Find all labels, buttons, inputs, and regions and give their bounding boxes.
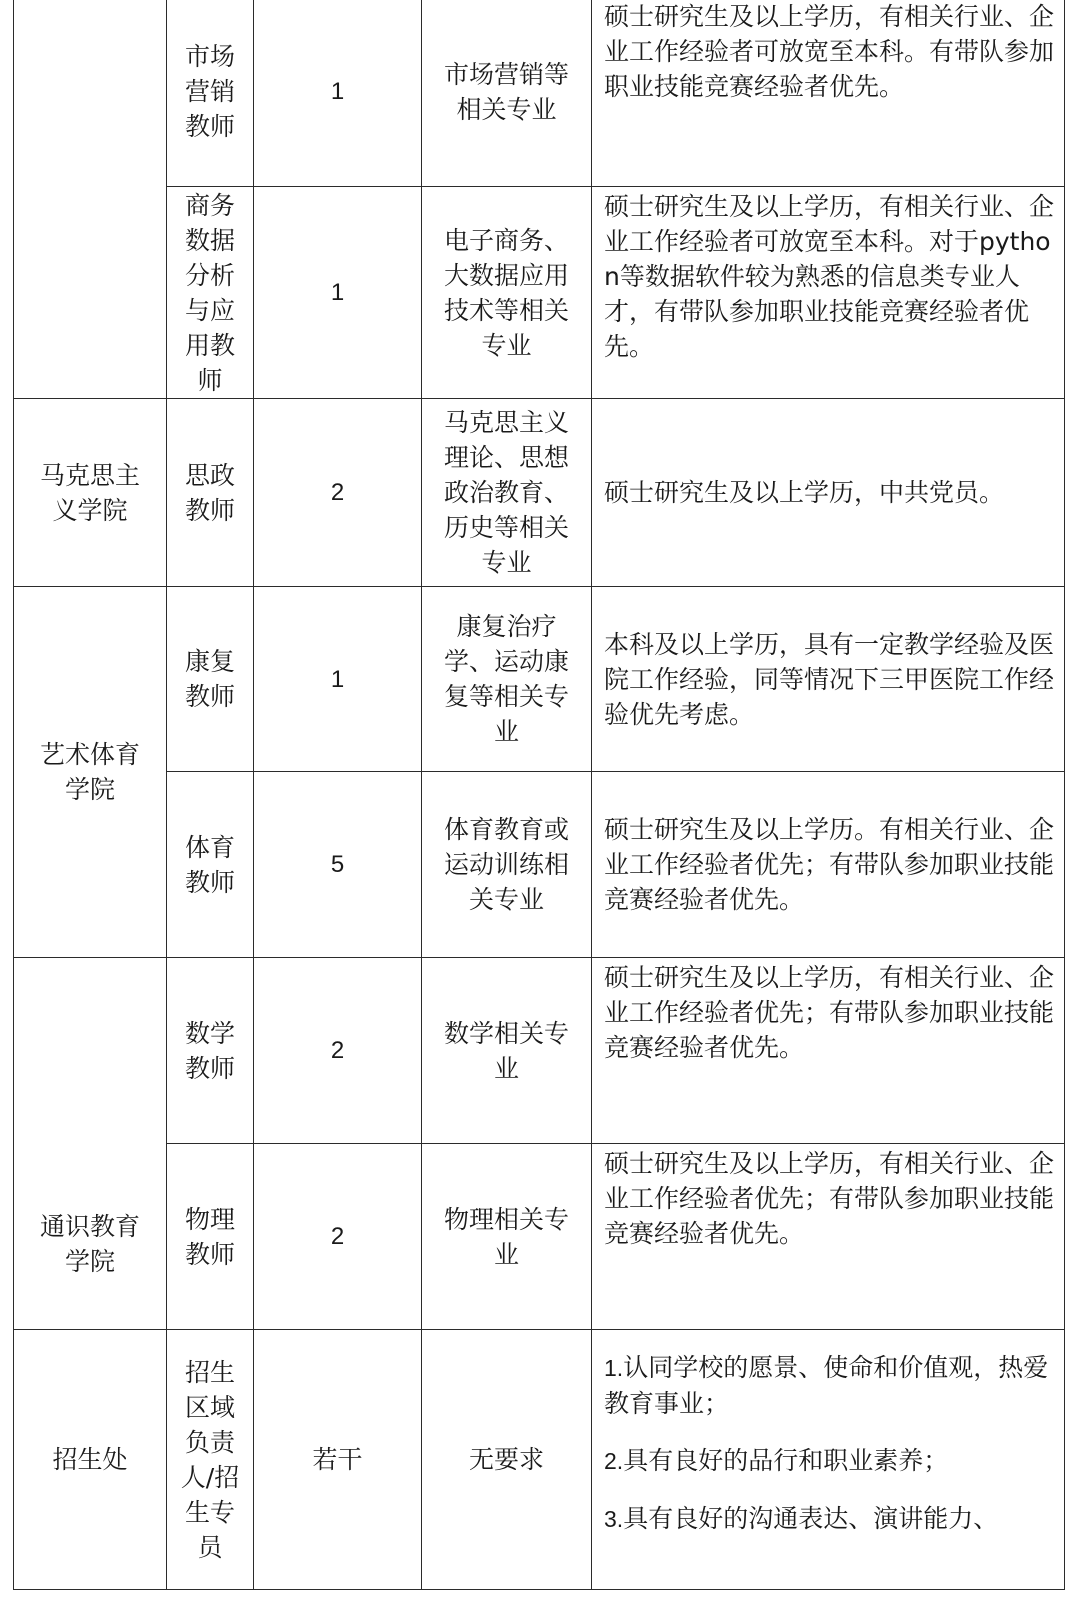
count-cell: 2	[254, 1144, 422, 1330]
table-row	[14, 1330, 1065, 1590]
department-cell: 招生处	[14, 1330, 167, 1590]
position-cell: 体育教师	[167, 772, 254, 958]
list-item-text: 具有良好的沟通表达、演讲能力、	[623, 1504, 999, 1533]
count-cell: 1	[254, 0, 422, 187]
recruitment-table-container	[13, 0, 1064, 1590]
major-cell: 物理相关专业	[422, 1144, 592, 1330]
requirement-text: 硕士研究生及以上学历，有相关行业、企业工作经验者可放宽至本科。有带队参加职业技能竞赛经验者优先。	[604, 2, 1055, 101]
requirement-list-item	[604, 1501, 1054, 1537]
major-cell: 市场营销等相关专业	[422, 0, 592, 187]
requirement-text: 硕士研究生及以上学历，有相关行业、企业工作经验者可放宽至本科。对于python等数据软件较为熟悉的信息类专业人才，有带队参加职业技能竞赛经验者优先。	[604, 192, 1055, 361]
requirement-cell	[592, 587, 1065, 772]
requirement-list-item	[604, 1443, 1054, 1479]
requirement-cell	[592, 1144, 1065, 1330]
position-cell: 市场营销教师	[167, 0, 254, 187]
position-cell: 商务数据分析与应用教师	[167, 187, 254, 399]
table-row	[14, 772, 1065, 958]
major-cell: 体育教育或运动训练相关专业	[422, 772, 592, 958]
count-cell: 5	[254, 772, 422, 958]
major-cell: 无要求	[422, 1330, 592, 1590]
table-row	[14, 399, 1065, 587]
position-cell: 招生区域负责人/招生专员	[167, 1330, 254, 1590]
major-cell: 电子商务、大数据应用技术等相关专业	[422, 187, 592, 399]
position-cell: 数学教师	[167, 958, 254, 1144]
table-row	[14, 187, 1065, 399]
major-cell: 数学相关专业	[422, 958, 592, 1144]
list-item-number: 3.	[604, 1506, 624, 1532]
table-row	[14, 587, 1065, 772]
requirement-cell	[592, 958, 1065, 1144]
count-cell: 若干	[254, 1330, 422, 1590]
major-cell: 康复治疗学、运动康复等相关专业	[422, 587, 592, 772]
requirement-cell	[592, 772, 1065, 958]
requirement-text: 硕士研究生及以上学历，中共党员。	[604, 478, 1005, 507]
department-cell: 马克思主义学院	[14, 399, 167, 587]
department-cell: 艺术体育学院	[14, 587, 167, 958]
requirement-list-item	[604, 1350, 1054, 1421]
position-cell: 物理教师	[167, 1144, 254, 1330]
requirement-text: 硕士研究生及以上学历，有相关行业、企业工作经验者优先；有带队参加职业技能竞赛经验者优先。	[604, 1149, 1055, 1248]
requirement-cell	[592, 187, 1065, 399]
count-cell: 2	[254, 958, 422, 1144]
list-item-text: 认同学校的愿景、使命和价值观，热爱教育事业；	[604, 1353, 1049, 1418]
count-cell: 1	[254, 187, 422, 399]
table-row	[14, 0, 1065, 187]
requirement-cell	[592, 399, 1065, 587]
requirement-text: 本科及以上学历，具有一定教学经验及医院工作经验，同等情况下三甲医院工作经验优先考虑。	[604, 629, 1055, 729]
recruitment-table	[13, 0, 1065, 1590]
count-cell: 2	[254, 399, 422, 587]
requirement-text: 硕士研究生及以上学历。有相关行业、企业工作经验者优先；有带队参加职业技能竞赛经验者优先。	[604, 815, 1055, 914]
major-cell: 马克思主义理论、思想政治教育、历史等相关专业	[422, 399, 592, 587]
position-cell: 康复教师	[167, 587, 254, 772]
list-item-number: 1.	[604, 1355, 624, 1381]
requirement-cell	[592, 0, 1065, 187]
list-item-text: 具有良好的品行和职业素养；	[623, 1446, 949, 1475]
list-item-number: 2.	[604, 1448, 624, 1474]
count-cell: 1	[254, 587, 422, 772]
position-cell: 思政教师	[167, 399, 254, 587]
department-cell: 通识教育学院	[14, 958, 167, 1330]
requirement-text: 硕士研究生及以上学历，有相关行业、企业工作经验者优先；有带队参加职业技能竞赛经验者优先。	[604, 963, 1055, 1062]
requirement-cell	[592, 1330, 1065, 1590]
table-row	[14, 1144, 1065, 1330]
department-cell-continued	[14, 0, 167, 399]
table-row	[14, 958, 1065, 1144]
